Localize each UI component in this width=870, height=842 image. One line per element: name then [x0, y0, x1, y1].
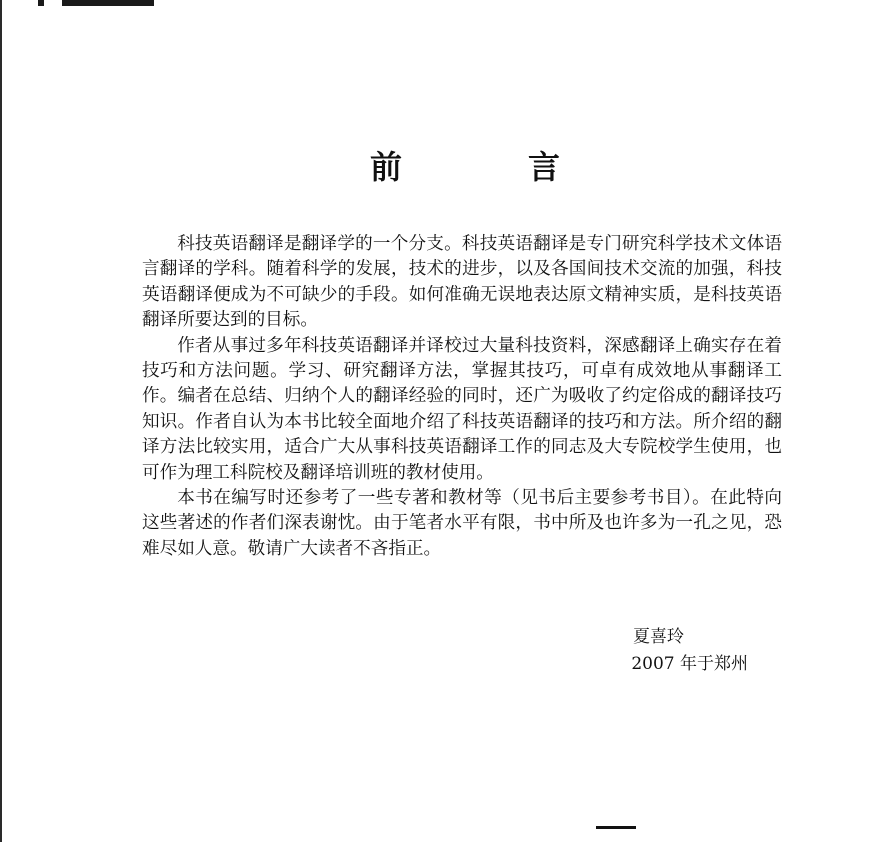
page-title [370, 150, 560, 184]
title-char: 前 [370, 148, 403, 186]
preface-body [142, 232, 782, 562]
page-number-mark [596, 826, 636, 829]
paragraph: 本书在编写时还参考了一些专著和教材等（见书后主要参考书目）。在此特向这些著述的作者们深表谢忱。由于笔者水平有限，书中所及也许多为一孔之见，恐难尽如人意。敬请广大读者不吝指正。 [142, 488, 782, 559]
paragraph: 科技英语翻译是翻译学的一个分支。科技英语翻译是专门研究科学技术文体语言翻译的学科。随着科学的发展，技术的进步，以及各国间技术交流的加强，科技英语翻译便成为不可缺少的手段。如何准确无误地表达原文精神实质，是科技英语翻译所要达到的目标。 [142, 234, 782, 331]
scan-mark [38, 0, 44, 6]
page-edge [0, 0, 2, 842]
signature-block [631, 624, 748, 678]
paragraph: 作者从事过多年科技英语翻译并译校过大量科技资料，深感翻译上确实存在着技巧和方法问题。学习、研究翻译方法，掌握其技巧，可卓有成效地从事翻译工作。编者在总结、归纳个人的翻译经验的同时，还广为吸收了约定俗成的翻译技巧知识。作者自认为本书比较全面地介绍了科技英语翻译的技巧和方法。所介绍的翻译方法比较实用，适合广大从事科技英语翻译工作的同志及大专院校学生使用，也可作为理工科院校及翻译培训班的教材使用。 [142, 335, 782, 483]
scan-mark [62, 0, 154, 6]
signature-date: 2007 年于郑州 [631, 654, 748, 674]
author-name: 夏喜玲 [633, 627, 684, 647]
title-char: 言 [527, 148, 560, 186]
